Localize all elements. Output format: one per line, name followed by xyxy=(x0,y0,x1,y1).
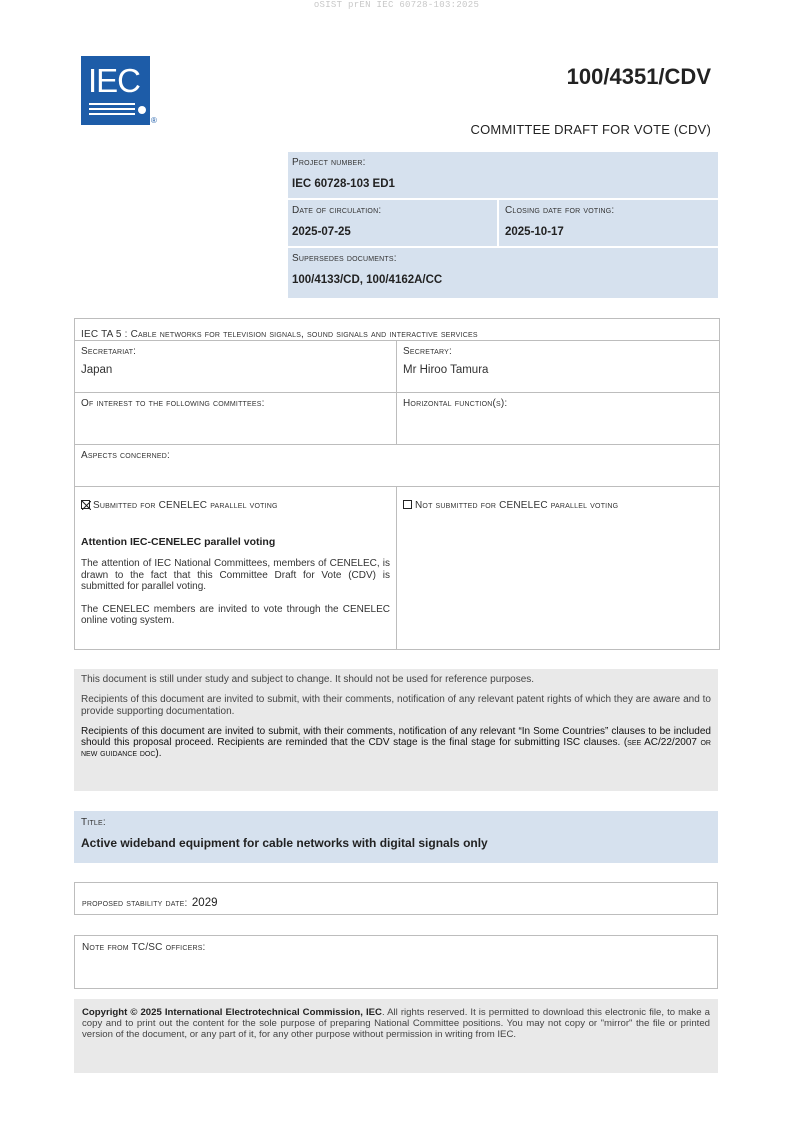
notice-patent: Recipients of this document are invited to submit, with their comments, notification of any relevant patent rights of which they are aware and to provide supporting documentation. xyxy=(81,694,711,717)
document-title: Active wideband equipment for cable networks with digital signals only xyxy=(81,836,488,850)
supersedes-label: Supersedes documents: xyxy=(292,253,397,264)
copyright-text: . All rights reserved. It is permitted to download this electronic file, to make a copy and to print out the content for the sole purpose of preparing National Committee positions. You may not copy or "mirror" the file or printed version of the document, or any part of it, for any other purpose without permission in writing from IEC. xyxy=(82,1007,710,1040)
divider xyxy=(497,200,499,246)
ta-label: IEC TA 5 : Cable networks for television signals, sound signals and interactive services xyxy=(81,329,478,340)
iec-logo-text: IEC xyxy=(88,62,141,99)
submitted-option[interactable] xyxy=(81,495,390,513)
secretariat-label: Secretariat: xyxy=(81,346,137,357)
not-submitted-label: Not submitted for CENELEC parallel voting xyxy=(415,500,619,511)
not-submitted-checkbox[interactable] xyxy=(403,500,412,509)
attention-text: The attention of IEC National Committees, members of CENELEC, is drawn to the fact that this Committee Draft for Vote (CDV) is submitted for parallel voting. xyxy=(81,558,390,592)
project-number-section xyxy=(288,152,718,198)
secretary-value: Mr Hiroo Tamura xyxy=(403,364,489,376)
project-number: IEC 60728-103 ED1 xyxy=(292,178,395,190)
interest-row xyxy=(75,393,719,445)
submitted-cell xyxy=(75,487,397,649)
copyright-holder: Copyright © 2025 International Electrotechnical Commission, IEC xyxy=(82,1007,382,1018)
note-label: Note from TC/SC officers: xyxy=(82,942,206,953)
notice-isc-text: Recipients of this document are invited to submit, with their comments, notification of any relevant “In Some Countries” clauses to be included should this proposal proceed. Recipients are reminded that the CDV stage is the final stage for submitting ISC clauses. ( xyxy=(81,725,711,749)
title-label: Title: xyxy=(81,817,106,828)
watermark: oSIST prEN IEC 60728-103:2025 xyxy=(313,0,480,10)
notice-isc xyxy=(81,726,711,760)
checked-x-icon xyxy=(82,501,91,510)
interest-cell xyxy=(75,393,397,444)
supersedes-documents: 100/4133/CD, 100/4162A/CC xyxy=(292,274,443,286)
closing-date: 2025-10-17 xyxy=(505,226,564,238)
secretariat-row xyxy=(75,341,719,393)
circulation-date: 2025-07-25 xyxy=(292,226,351,238)
attention-heading: Attention IEC-CENELEC parallel voting xyxy=(81,536,276,548)
interest-label: Of interest to the following committees: xyxy=(81,398,265,409)
horizontal-label: Horizontal function(s): xyxy=(403,398,508,409)
circulation-date-label: Date of circulation: xyxy=(292,205,382,216)
document-type: COMMITTEE DRAFT FOR VOTE (CDV) xyxy=(470,122,711,137)
secretariat-value: Japan xyxy=(81,364,113,376)
submitted-label: Submitted for CENELEC parallel voting xyxy=(93,500,278,511)
notice-isc-end: ). xyxy=(155,748,162,760)
secretariat-cell xyxy=(75,341,397,392)
not-submitted-cell xyxy=(397,487,719,649)
note-box xyxy=(74,935,718,989)
aspects-row xyxy=(75,445,719,487)
ta-row xyxy=(75,319,719,341)
secretary-cell xyxy=(397,341,719,392)
stability-label: proposed stability date: xyxy=(82,898,188,909)
submitted-checkbox[interactable] xyxy=(81,500,90,509)
stability-box xyxy=(74,882,718,915)
document-number: 100/4351/CDV xyxy=(566,64,711,89)
not-submitted-option[interactable] xyxy=(403,495,713,513)
supersedes-section xyxy=(288,248,718,298)
copyright-box xyxy=(74,999,718,1073)
closing-date-label: Closing date for voting: xyxy=(505,205,615,216)
committee-table xyxy=(74,318,720,650)
dates-section xyxy=(288,200,718,246)
voting-row xyxy=(75,487,719,649)
aspects-label: Aspects concerned: xyxy=(81,450,170,461)
notice-isc-reference: see AC/22/2007 or new guidance doc xyxy=(81,737,711,760)
registered-mark: ® xyxy=(151,116,157,125)
members-text: The CENELEC members are invited to vote through the CENELEC online voting system. xyxy=(81,603,390,626)
iec-logo xyxy=(81,56,150,125)
notice-study: This document is still under study and subject to change. It should not be used for reference purposes. xyxy=(81,674,535,685)
project-number-label: Project number: xyxy=(292,157,366,168)
stability-value: 2029 xyxy=(191,897,218,909)
title-box xyxy=(74,811,718,863)
notice-box xyxy=(74,669,718,791)
secretary-label: Secretary: xyxy=(403,346,452,357)
horizontal-cell xyxy=(397,393,719,444)
